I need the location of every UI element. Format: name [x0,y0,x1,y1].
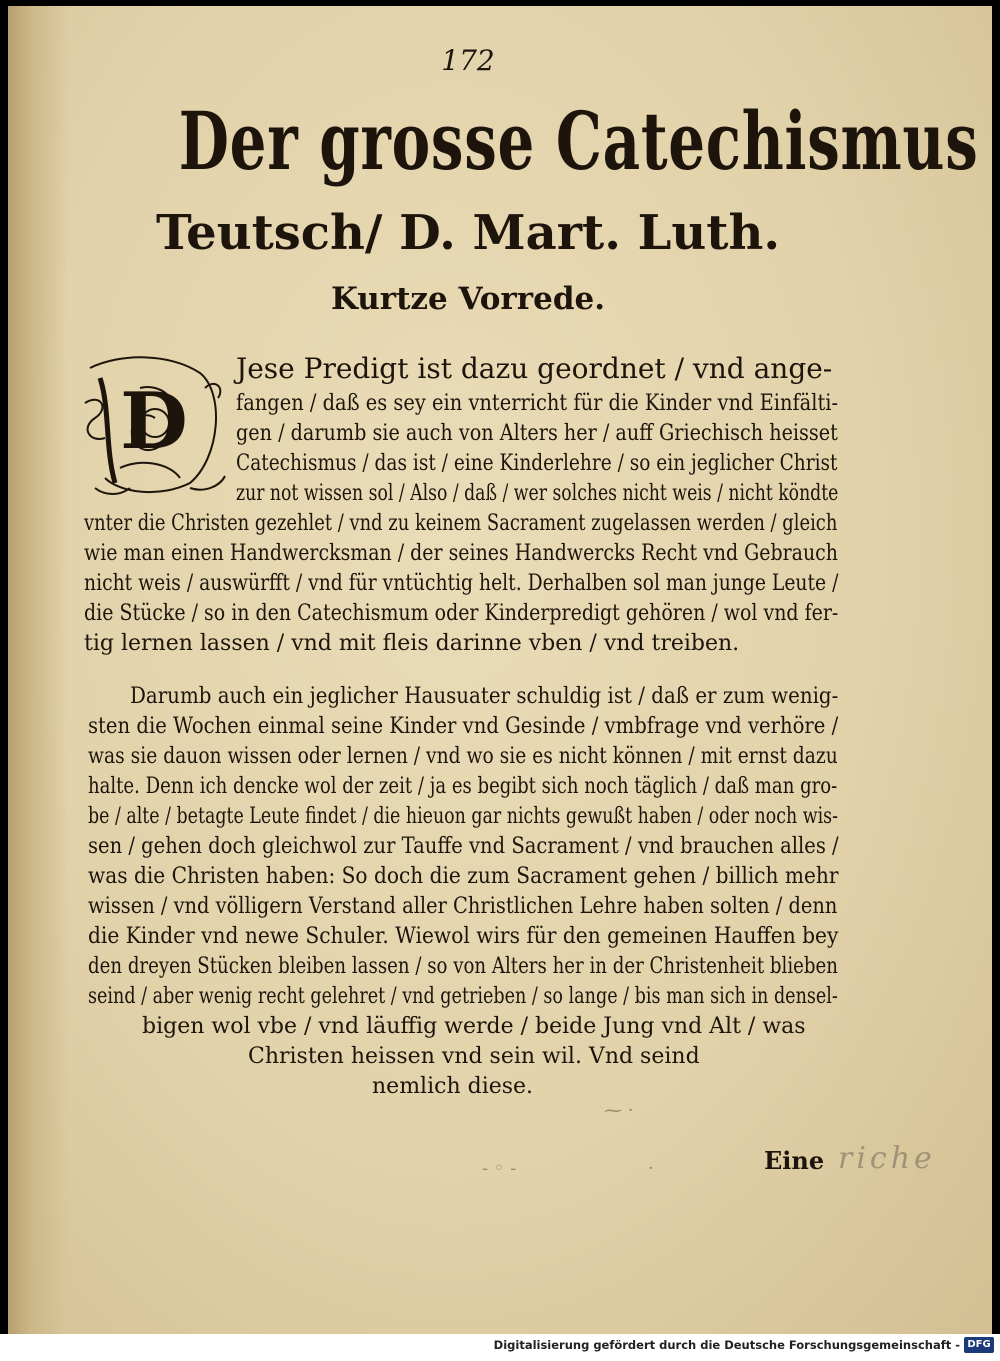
paragraph1-line: nicht weis / auswürfft / vnd für vntüchtig helt. Derhalben sol man junge Leute / [84,571,839,596]
ink-smudge: · [648,1158,654,1179]
paragraph1-line: fangen / daß es sey ein vnterricht für die Kinder vnd Einfälti- [236,391,839,416]
paragraph2-line: was sie dauon wissen oder lernen / vnd wo sie es nicht können / mit ernst dazu [88,744,838,769]
paragraph1-line: gen / darumb sie auch von Alters her / auff Griechisch heisset [236,421,838,446]
paragraph1-line: zur not wissen sol / Also / daß / wer solches nicht weis / nicht köndte [236,481,839,506]
paragraph1-line: vnter die Christen gezehlet / vnd zu keinem Sacrament zugelassen werden / gleich [84,511,838,536]
page-gutter-shadow [8,6,68,1334]
pencil-annotation: riche [838,1141,936,1176]
paragraph2-line: den dreyen Stücken bleiben lassen / so von Alters her in der Christenheit blieben [88,954,838,979]
paragraph2-line: bigen wol vbe / vnd läuffig werde / beide Jung vnd Alt / was [142,1014,806,1039]
paragraph2-line: sen / gehen doch gleichwol zur Tauffe vnd Sacrament / vnd brauchen alles / [88,834,839,859]
ornament-initial-icon [80,348,228,498]
digitization-footer [0,1334,1000,1361]
ink-smudge: - ◦ - [482,1158,517,1179]
paragraph2-line: wissen / vnd völligern Verstand aller Christlichen Lehre haben solten / denn [88,894,838,919]
paragraph2-line: was die Christen haben: So doch die zum Sacrament gehen / billich mehr [88,864,839,889]
paragraph1-line: wie man einen Handwercksman / der seines Handwercks Recht vnd Gebrauch [84,541,838,566]
paragraph1-line: tig lernen lassen / vnd mit fleis darinne vben / vnd treiben. [84,631,740,656]
section-heading: Kurtze Vorrede. [330,281,606,317]
paragraph2-line: sten die Wochen einmal seine Kinder vnd Gesinde / vmbfrage vnd verhöre / [88,714,839,739]
paragraph2-line: nemlich diese. [372,1074,534,1099]
dfg-logo-icon: DFG [964,1337,994,1353]
initial-letter-glyph: D [120,376,188,467]
paragraph2-line: Christen heissen vnd sein wil. Vnd seind [248,1044,700,1069]
catchword: Eine [764,1146,825,1175]
page-subtitle: Teutsch/ D. Mart. Luth. [155,205,781,261]
paragraph1-line: Catechismus / das ist / eine Kinderlehre / so ein jeglicher Christ [236,451,838,476]
page-title: Der grosse Catechismus [178,94,979,188]
folio-number: 172 [441,44,495,77]
paragraph2-line: Darumb auch ein jeglicher Hausuater schuldig ist / daß er zum wenig- [130,684,839,709]
decorated-initial-letter [80,348,228,498]
ink-smudge: ⁓ · [604,1100,634,1121]
paragraph2-line: seind / aber wenig recht gelehret / vnd getrieben / so lange / bis man sich in densel- [88,984,838,1009]
paragraph2-line: halte. Denn ich dencke wol der zeit / ja es begibt sich noch täglich / daß man gro- [88,774,838,799]
footer-credit-text: Digitalisierung gefördert durch die Deutsche Forschungsgemeinschaft - [493,1338,960,1352]
paragraph2-line: be / alte / betagte Leute findet / die hieuon gar nichts gewußt haben / oder noch wis- [88,804,838,829]
scanned-page [8,6,992,1334]
paragraph2-line: die Kinder vnd newe Schuler. Wiewol wirs für den gemeinen Hauffen bey [88,924,839,949]
paragraph1-line: die Stücke / so in den Catechismum oder Kinderpredigt gehören / wol vnd fer- [84,601,839,626]
paragraph1-line: Jese Predigt ist dazu geordnet / vnd ange- [236,352,833,385]
